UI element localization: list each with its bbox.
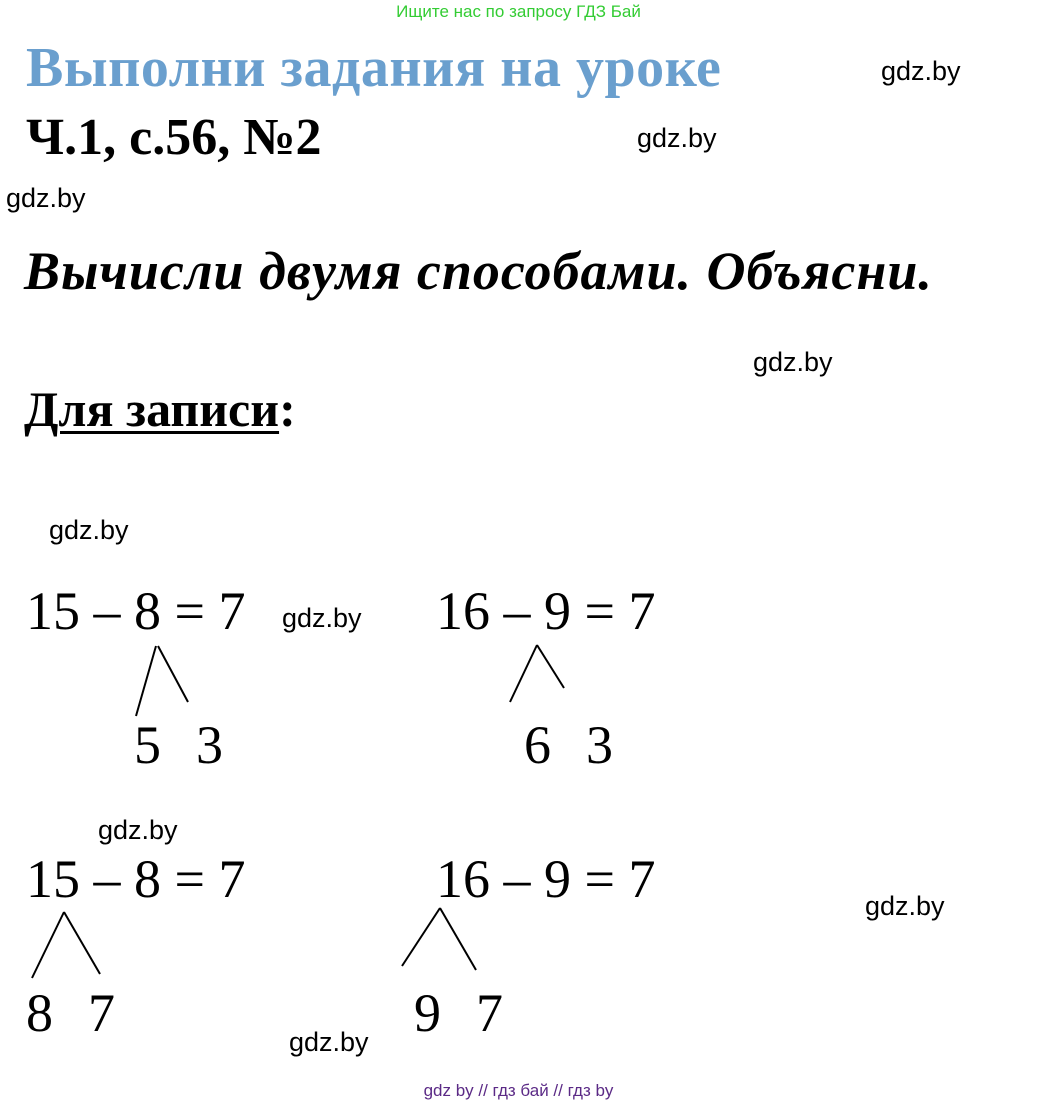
- decomposition-part: 5: [134, 715, 161, 775]
- watermark: gdz.by: [49, 515, 129, 545]
- branch-line: [402, 908, 440, 966]
- branch-line: [510, 645, 537, 702]
- watermark: gdz.by: [637, 123, 717, 153]
- notes-label-text: Для записи: [24, 381, 280, 437]
- notes-label-colon: :: [279, 381, 296, 437]
- decomposition-part: 7: [88, 983, 115, 1043]
- watermark: gdz.by: [6, 183, 86, 213]
- equation-4: 16 – 9 = 7: [436, 849, 656, 909]
- search-hint: Ищите нас по запросу ГДЗ Бай: [396, 2, 641, 21]
- equation-3: 15 – 8 = 7: [26, 849, 246, 909]
- watermark: gdz.by: [753, 347, 833, 377]
- footer-links: gdz by // гдз бай // гдз by: [423, 1081, 614, 1100]
- equation-2: 16 – 9 = 7: [436, 581, 656, 641]
- task-instruction: Вычисли двумя способами. Объясни.: [24, 241, 933, 301]
- equation-1: 15 – 8 = 7: [26, 581, 246, 641]
- decomposition-part: 9: [414, 983, 441, 1043]
- branch-line: [537, 645, 564, 688]
- branch-line: [440, 908, 476, 970]
- decomposition-part: 6: [524, 715, 551, 775]
- watermark: gdz.by: [289, 1027, 369, 1057]
- branch-line: [136, 646, 156, 716]
- watermark: gdz.by: [881, 56, 961, 86]
- watermark: gdz.by: [98, 815, 178, 845]
- branch-line: [32, 912, 64, 978]
- decomposition-part: 8: [26, 983, 53, 1043]
- branch-line: [64, 912, 100, 974]
- task-reference: Ч.1, с.56, №2: [26, 109, 322, 166]
- watermark: gdz.by: [282, 603, 362, 633]
- decomposition-part: 3: [586, 715, 613, 775]
- branch-line: [158, 646, 188, 702]
- decomposition-part: 3: [196, 715, 223, 775]
- page-heading: Выполни задания на уроке: [26, 37, 722, 99]
- watermark: gdz.by: [865, 891, 945, 921]
- decomposition-part: 7: [476, 983, 503, 1043]
